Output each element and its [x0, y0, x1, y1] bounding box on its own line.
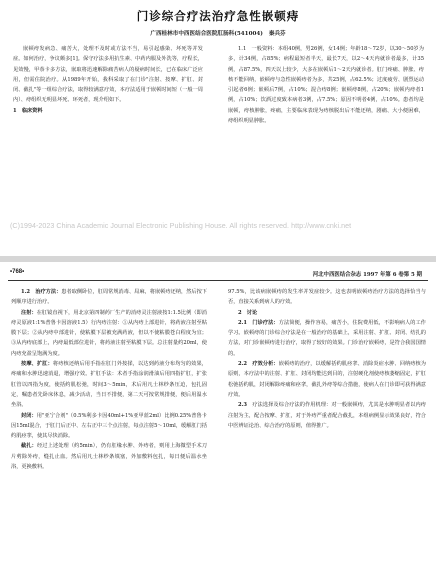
- paragraph: [228, 400, 426, 431]
- copyright-watermark: (C)1994-2023 China Academic Journal Electronic Publishing House. All rights reserved. http://www.cnki.net: [10, 222, 352, 230]
- paragraph-heading: 2 讨论: [238, 309, 258, 316]
- paragraph: [11, 411, 207, 442]
- author-name: 秦兵芬: [268, 31, 286, 37]
- journal-header: 河北中西医结合杂志 1997 年第 6 卷第 5 期: [312, 272, 422, 278]
- paragraph: [228, 318, 426, 359]
- paragraph-text: 疗法选择及综合疗法的作用机理：对一般嵌顿痔，尤其是水肿明显者以内痔注射为主，配合按摩、扩肛，对于外痔严重者配合截扎，本组病例显示效果良好，符合中医辨证论治、综合治疗的原则，值得推广。: [228, 402, 426, 429]
- author-affiliation: 广西桂林市中西医结合医院肛肠科(541004): [150, 31, 263, 37]
- paragraph: [11, 441, 207, 472]
- header-rule: [8, 280, 428, 281]
- paragraph-heading: 截扎：: [21, 443, 37, 450]
- paragraph: [11, 287, 207, 308]
- paragraph: [11, 359, 207, 410]
- page2-left-column: [11, 287, 207, 472]
- paragraph-text: 方法简便，操作容易，痛苦小，住院费用低，不影响病人的工作学习。嵌顿痔的门诊综合疗法是在一般治疗的基础上，采用注射、扩肛、封闭、结扎的方法，对门诊嵌顿痔进行治疗，取得了较好的效果。门诊治疗嵌顿痔，是符合我国国情的。: [228, 319, 426, 357]
- paragraph-heading: 按摩、扩肛：: [21, 361, 53, 368]
- page1-left-column: [13, 44, 203, 116]
- paragraph-text: 患者取侧卧位，肛周常规消毒、局麻，将嵌顿痔还纳，然后按下列顺序进行治疗。: [11, 289, 207, 306]
- byline: [0, 29, 436, 37]
- journal-page-2: [0, 262, 436, 577]
- paragraph-heading: 2.2 疗效分析：: [238, 361, 279, 368]
- journal-page-1: [0, 0, 436, 256]
- paragraph-heading: 2.1 门诊疗法：: [238, 319, 279, 326]
- paragraph-heading: 注射：: [21, 309, 37, 316]
- paragraph: [228, 359, 426, 400]
- paragraph-heading: 封闭：: [21, 412, 37, 419]
- paragraph-heading: 2.3: [238, 402, 253, 409]
- paragraph-text: 在肛镜直视下，用北京第四制药厂生产的消痔灵注射液按1:1.5比例（即消痔灵原液1:1%普鲁卡因溶液1.5）行内痔注射：①从内痔上部进针，将药液注射至粘膜下层；②从内痔中部进针，使粘膜下层被充满药液，但以不使粘膜苍白程度为宜；③从内痔底部上，内痔最低部位进针，将药液注射至粘膜下层。总注射量约20ml，使内痔充盈呈饱满为度。: [11, 309, 207, 357]
- page1-right-column: [228, 44, 424, 126]
- paragraph-heading: 1.2 治疗方法：: [21, 289, 62, 295]
- article-title: 门诊综合疗法治疗急性嵌顿痔: [136, 9, 300, 23]
- paragraph-text: 将痔核还纳后用手指在肛门外按揉，以达到药液分布均匀的效果，疼痛和水肿迅速消退，增强疗效。扩肛手法：术者手指涂润滑油后用四指扩肛，扩张肛管以四指为度，使括约肌松弛，时间3～5min，术后用凡士林纱条压迫，包扎固定，嘱患者先卧床休息，减少活动，当日不排便，第二天可按常规排便，便后用温水坐浴。: [11, 361, 207, 409]
- section-heading: 1 临床资料: [13, 107, 43, 114]
- page-number: •768•: [10, 269, 25, 275]
- intro-paragraph: 嵌顿痔发病急、痛苦大，处理不及时或方法不当，易引起感染、坏死等并发症。如何治疗，争议颇多[1]。保守疗法多用抗生素、中药内服及外洗等，疗程长，见效慢，甲萘卡多方法，嵌取将迅速解除痛苦病人的疑病时间长，已在临床广泛应用，但需住院治疗。从1989年开始，我科采取了在门诊"注射、按摩、扩肛、封闭、截扎"等一组综合疗法，取得较满意疗效，本疗法适用于嵌顿时间短（一般一周内）、痔组织无明显坏死、环死者，现介绍如下。: [13, 46, 203, 104]
- paragraph-text: 嵌顿痔的治疗，以缓解括约肌痉挛、消除炎症水肿、回纳痔核为原则，本疗法中的注射、扩肛、封闭均能达到目的，注射硬化剂使痔核萎缩固定，扩肛松弛括约肌，封闭解除疼痛和痉挛，截扎外痔等综合措施，使病人在门诊即可获得满意疗效。: [228, 361, 426, 398]
- paragraph-text: 用"亚宁合剂"（0.5%利多卡因40ml+1%亚甲蓝2ml）比例0.25%普鲁卡因15ml混合，于肛门后正中、左右正中三个点注射，每点注射5～10ml，缓解肛门括约肌痉挛，使其尽快消除。: [11, 412, 207, 440]
- page2-right-column: [228, 287, 426, 431]
- paragraph: [11, 308, 207, 359]
- paragraph-text: 经过上述处理（约5min），仍有肛缘水肿、外痔者，则用上海微型手术刀片剪除外痔，缝扎止血。然后用凡士林纱条填塞，外加敷料包扎，每日便后温水坐浴，更换敷料。: [11, 443, 207, 471]
- paragraph: [228, 287, 426, 308]
- paragraph: [228, 308, 426, 318]
- clinical-data-paragraph: 1.1 一般资料：本组40例，男26例，女14例；年龄18～72岁，以30～50岁为多，计34例，占85%；病程最短者半天，最长7天，以2～4天内就诊者最多，计35例，占87.5%，四天以上较少，大多在嵌顿后1～2天内就诊者。肛门疼痛、肿胀、痔核不能回纳，嵌顿痔与急性嵌顿痔者为多，共25例，占62.5%；过度疲劳、剧烈运动引起者6例；嵌顿后7例，占10%；混合痔8例；嵌顿痔8例，占20%；嵌顿内痔者1例，占10%；饮酒过度致本病者3例，占7.5%；原因不明者4例，占10%。患者均是嵌顿，痔核肿胀，疼痛，主要临床表现为痔核脱出后不能还纳，剧痛、大小便困难，痔组织明显肿胀。: [228, 46, 424, 125]
- paragraph-text: 97.5%，比该病嵌顿痔的发生率并发症较少。这也表明嵌顿痔治疗方法的选择恰当与否，直接关系到病人的疗效。: [228, 289, 426, 306]
